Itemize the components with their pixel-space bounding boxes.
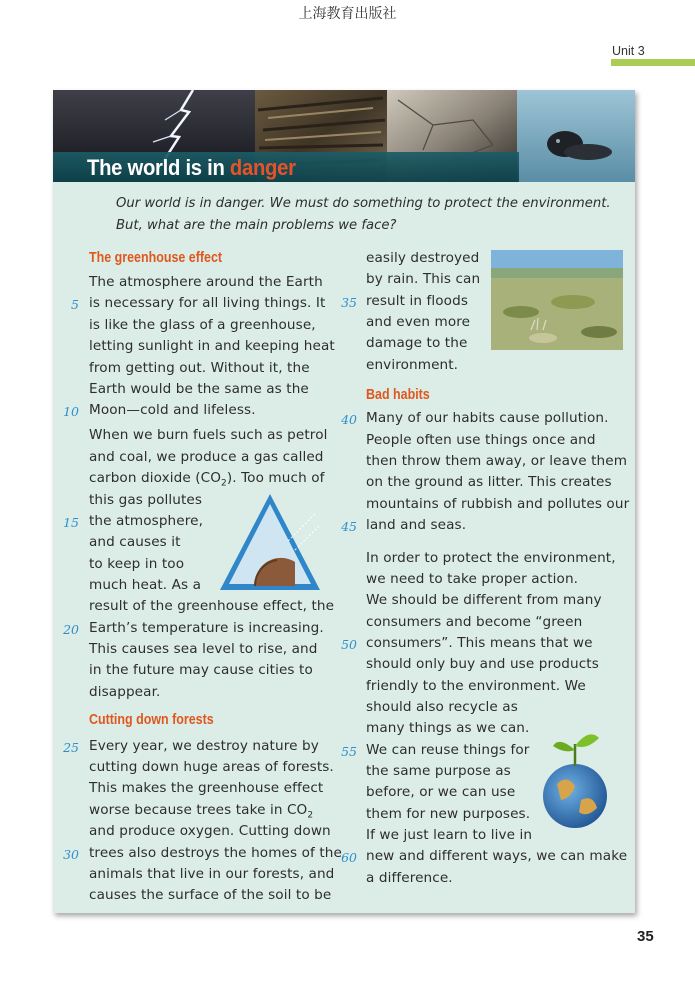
text-line: Moon—cold and lifeless. (89, 402, 256, 418)
text-line: should also recycle as (366, 699, 518, 715)
text-line: the same purpose as (366, 763, 511, 779)
text-line: and produce oxygen. Cutting down (89, 823, 331, 839)
text-line: Earth would be the same as the (89, 381, 309, 397)
text-line: We should be different from many (366, 592, 602, 608)
text-line: this gas pollutes (89, 492, 203, 508)
flooded-grassland-photo (491, 250, 623, 350)
article-card (53, 90, 635, 913)
text-line: friendly to the environment. We (366, 678, 586, 694)
text-line: from getting out. Without it, the (89, 360, 310, 376)
title-highlight: danger (229, 155, 296, 180)
text-line: People often use things once and (366, 432, 596, 448)
text-line: mountains of rubbish and pollutes our (366, 496, 630, 512)
text-line: new and different ways, we can make (366, 848, 628, 864)
line-number: 60 (341, 850, 357, 865)
text-line: land and seas. (366, 517, 467, 533)
text-line: Every year, we destroy nature by (89, 738, 319, 754)
text-line: trees also destroys the homes of the (89, 845, 342, 861)
text-line: on the ground as litter. This creates (366, 474, 612, 490)
text-line: disappear. (89, 684, 161, 700)
text-line: much heat. As a (89, 577, 202, 593)
text-line: and causes it (89, 534, 181, 550)
text-line: environment. (366, 357, 459, 373)
text-line: before, or we can use (366, 784, 516, 800)
text-line: damage to the (366, 335, 468, 351)
text-line: animals that live in our forests, and (89, 866, 335, 882)
heading-forests: Cutting down forests (89, 712, 214, 728)
publisher-header: 上海教育出版社 (298, 6, 397, 22)
line-number: 20 (63, 622, 79, 637)
text-line: carbon dioxide $(CO_2)$. Too much of (89, 470, 325, 489)
text-line: many things as we can. (366, 720, 530, 736)
text-line: Earth’s temperature is increasing. (89, 620, 324, 636)
text-line: consumers and become “green (366, 614, 583, 630)
text-line: is like the glass of a greenhouse, (89, 317, 316, 333)
line-number: 45 (341, 519, 357, 534)
line-number: 25 (63, 740, 79, 755)
text-line: If we just learn to live in (366, 827, 533, 843)
text-line: In order to protect the environment, (366, 550, 616, 566)
text-line: is necessary for all living things. It (89, 295, 326, 311)
text-line: causes the surface of the soil to be (89, 887, 332, 903)
intro-line: But, what are the main problems we face? (116, 218, 397, 233)
unit-label: Unit 3 (612, 44, 645, 58)
text-line: When we burn fuels such as petrol (89, 427, 328, 443)
text-line: in the future may cause cities to (89, 662, 313, 678)
text-line: and even more (366, 314, 471, 330)
heading-habits: Bad habits (366, 387, 430, 403)
text-line: easily destroyed (366, 250, 480, 266)
line-number: 40 (341, 412, 357, 427)
globe-seedling-illustration (535, 714, 615, 834)
text-line: We can reuse things for (366, 742, 530, 758)
text-line: This causes sea level to rise, and (89, 641, 318, 657)
text-line: result of the greenhouse effect, the (89, 598, 335, 614)
text-line: The atmosphere around the Earth (89, 274, 323, 290)
unit-bar (611, 59, 695, 66)
text-line: This makes the greenhouse effect (89, 780, 324, 796)
greenhouse-illustration (215, 492, 325, 592)
intro-line: Our world is in danger. We must do something to protect the environment. (116, 196, 611, 211)
text-line: to keep in too (89, 556, 185, 572)
line-number: 15 (63, 515, 79, 530)
text-line: the atmosphere, (89, 513, 204, 529)
text-line: should only buy and use products (366, 656, 599, 672)
heading-greenhouse: The greenhouse effect (89, 250, 223, 266)
text-line: by rain. This can (366, 271, 481, 287)
line-number: 35 (341, 295, 357, 310)
text-line: Many of our habits cause pollution. (366, 410, 609, 426)
text-line: we need to take proper action. (366, 571, 579, 587)
text-line: worse because trees take in $CO_2$ (89, 802, 314, 821)
page-number: 35 (637, 928, 654, 945)
page-title: The world is in danger (87, 155, 296, 180)
text-line: cutting down huge areas of forests. (89, 759, 334, 775)
text-line: letting sunlight in and keeping heat (89, 338, 335, 354)
text-line: a difference. (366, 870, 453, 886)
line-number: 10 (63, 404, 79, 419)
text-line: them for new purposes. (366, 806, 531, 822)
line-number: 30 (63, 847, 79, 862)
intro (116, 193, 611, 237)
text-line: result in floods (366, 293, 468, 309)
line-number: 5 (71, 297, 79, 312)
text-line: then throw them away, or leave them (366, 453, 628, 469)
line-number: 55 (341, 744, 357, 759)
text-line: consumers”. This means that we (366, 635, 593, 651)
text-line: and coal, we produce a gas called (89, 449, 324, 465)
line-number: 50 (341, 637, 357, 652)
